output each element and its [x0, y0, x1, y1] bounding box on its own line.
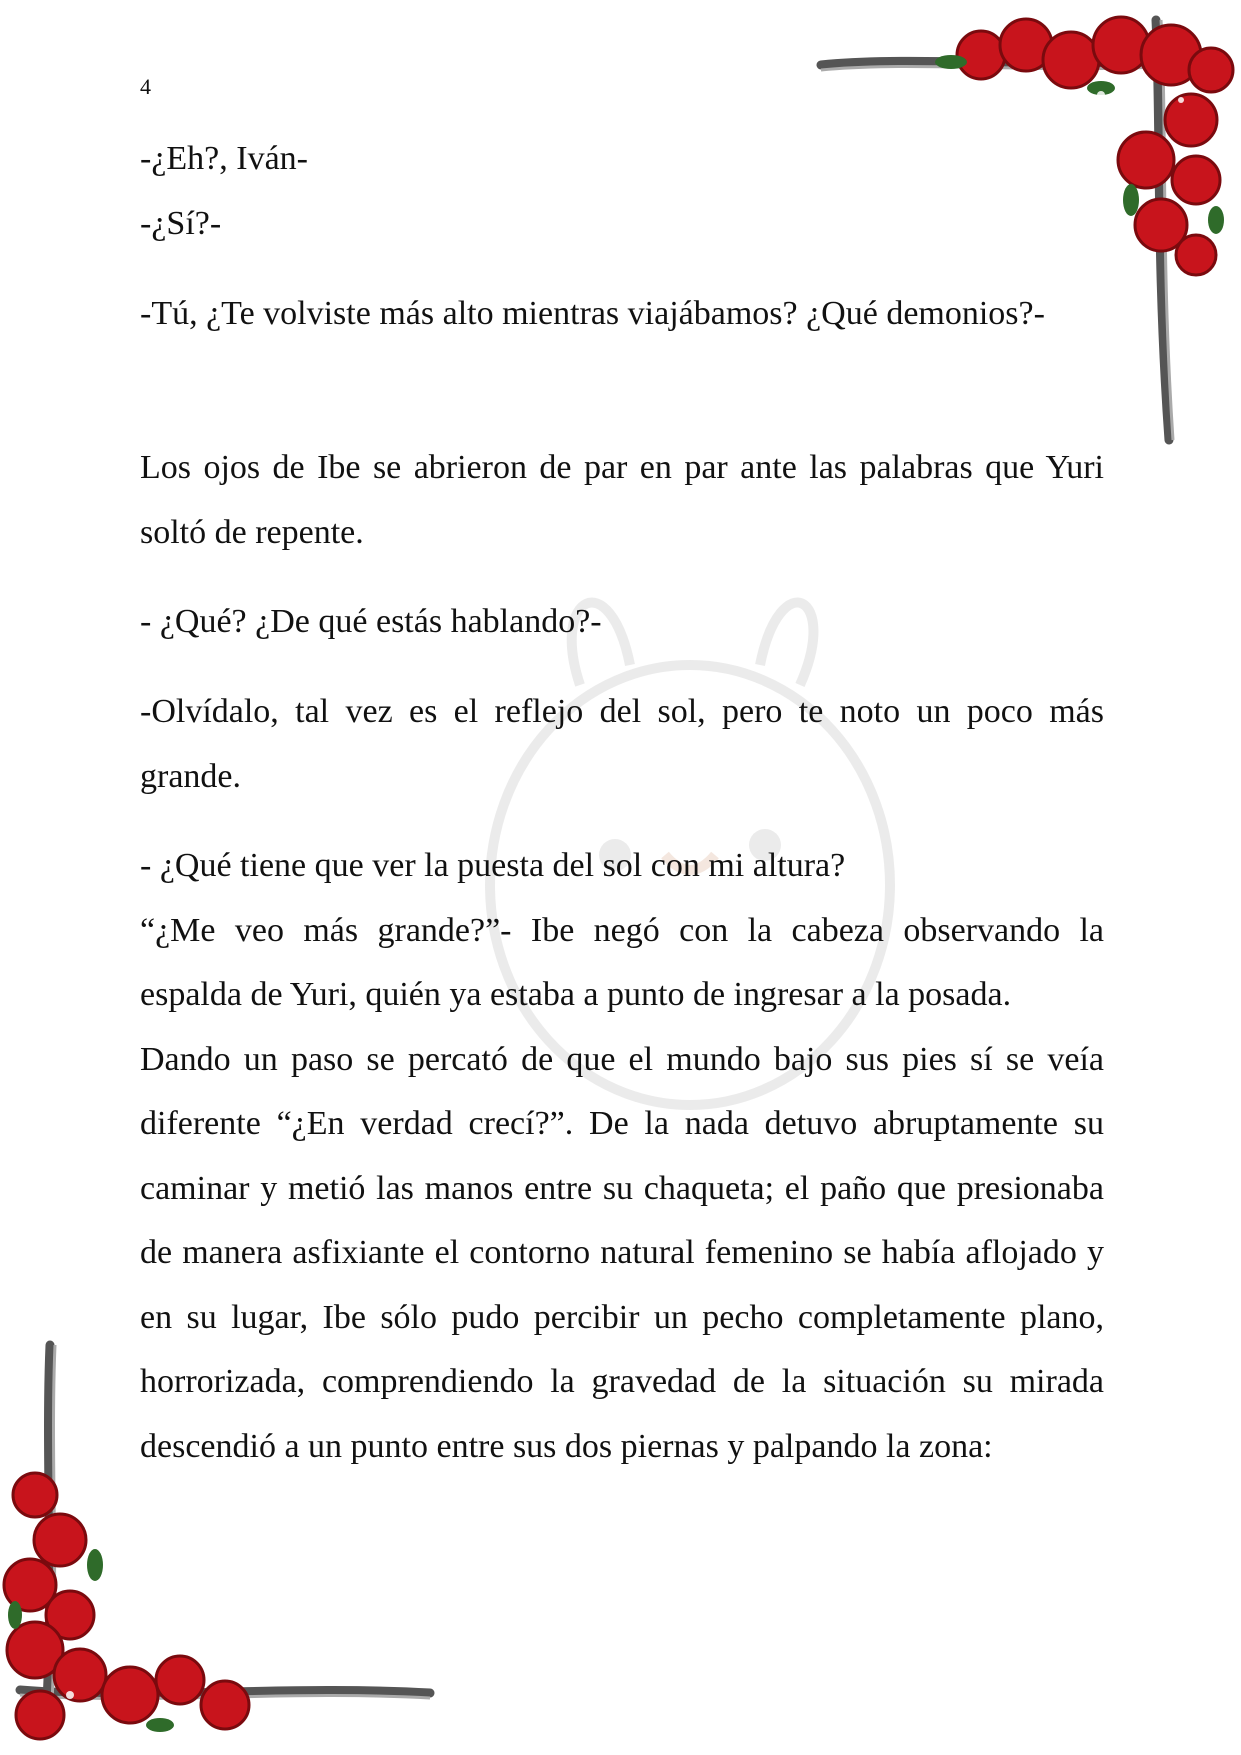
- dialogue-line: [140, 127, 1104, 192]
- paragraph: - ¿Qué tiene que ver la puesta del sol con mi altura?: [140, 847, 846, 884]
- paragraph: Dando un paso se percató de que el mundo bajo sus pies sí se veía diferente “¿En verdad crecí?”. De la nada detuvo abruptamente su caminar y metió las manos entre su chaqueta; el paño que presionaba de manera asfixiante el contorno natural femenino se había aflojado y en su lugar, Ibe sólo pudo percibir un pecho completamente plano, horrorizada, comprendiendo la gravedad de la situación su mirada descendió a un punto entre sus dos piernas y palpando la zona:: [140, 1040, 1104, 1465]
- paragraph: Los ojos de Ibe se abrieron de par en par ante las palabras que Yuri soltó de repente.: [140, 449, 1104, 551]
- dialogue-line: [140, 192, 1104, 257]
- narration-paragraph: [140, 834, 1104, 1479]
- paragraph: “¿Me veo más grande?”- Ibe negó con la cabeza observando la espalda de Yuri, quién ya estaba a punto de ingresar a la posada.: [140, 911, 1104, 1013]
- paragraph: -Tú, ¿Te volviste más alto mientras viajábamos? ¿Qué demonios?-: [140, 295, 1045, 332]
- paragraph: -Olvídalo, tal vez es el reflejo del sol, pero te noto un poco más grande.: [140, 693, 1104, 795]
- page-number: 4: [140, 74, 151, 99]
- narration-paragraph: [140, 436, 1104, 565]
- dialogue-line: [140, 282, 1104, 347]
- paragraph: -¿Sí?-: [140, 205, 222, 242]
- dialogue-line: [140, 590, 1104, 655]
- dialogue-line: [140, 680, 1104, 809]
- paragraph: -¿Eh?, Iván-: [140, 140, 309, 177]
- paragraph: - ¿Qué? ¿De qué estás hablando?-: [140, 603, 602, 640]
